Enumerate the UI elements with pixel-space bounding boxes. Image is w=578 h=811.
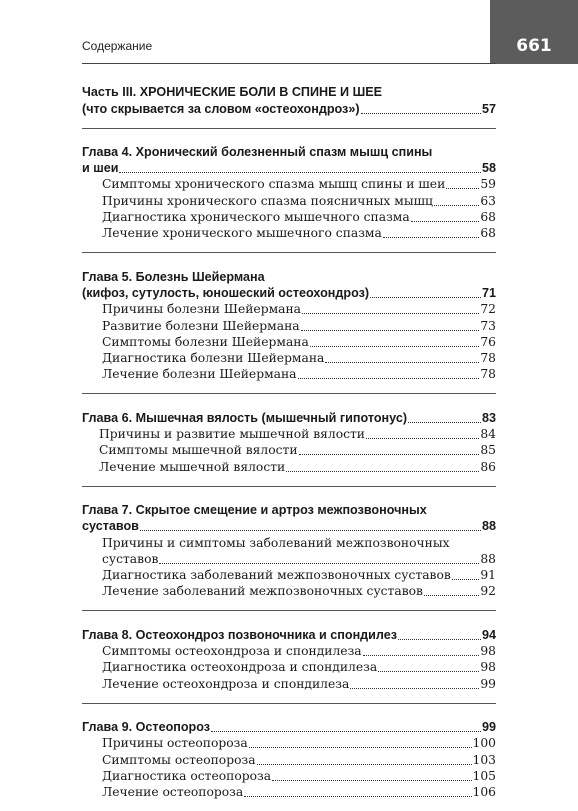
toc-entry[interactable]: Глава 6. Мышечная вялость (мышечный гипотонус) 83 (82, 410, 496, 425)
running-title: Содержание (82, 39, 153, 53)
toc-subentry[interactable]: Лечение мышечной вялости 86 (99, 459, 496, 474)
toc-entry[interactable]: Глава 4. Хронический болезненный спазм мышц спины (82, 144, 433, 159)
toc-chapter-5 (82, 253, 496, 394)
toc-subentry[interactable]: Симптомы болезни Шейермана 76 (102, 334, 496, 349)
toc-subentry[interactable]: Лечение болезни Шейермана 78 (102, 367, 496, 382)
toc-subentry[interactable]: Диагностика болезни Шейермана 78 (102, 351, 496, 366)
toc-subentry[interactable]: Симптомы мышечной вялости 85 (99, 443, 496, 458)
toc-part-3 (82, 78, 496, 129)
toc-entry[interactable]: Глава 9. Остеопороз 99 (82, 719, 496, 734)
toc-entry[interactable]: и шеи 58 (82, 161, 496, 176)
page-number: 661 (490, 0, 578, 64)
toc-entry[interactable]: суставов 88 (82, 519, 496, 534)
toc-subentry[interactable]: Причины болезни Шейермана 72 (102, 302, 496, 317)
toc-subentry[interactable]: Диагностика заболеваний межпозвоночных суставов 91 (102, 568, 496, 583)
toc-subentry[interactable]: Симптомы остеохондроза и спондилеза 98 (102, 644, 496, 659)
toc-subentry[interactable]: Симптомы хронического спазма мышц спины и шеи 59 (102, 177, 496, 192)
header-rule (82, 63, 496, 64)
page-header (0, 0, 578, 64)
toc-subentry[interactable]: Симптомы остеопороза 103 (102, 752, 496, 767)
toc-subentry[interactable]: Диагностика хронического мышечного спазма 68 (102, 210, 496, 225)
toc-chapter-7 (82, 487, 496, 612)
toc-entry[interactable]: (что скрывается за словом «остеохондроз») 57 (82, 101, 496, 116)
toc-subentry[interactable]: Диагностика остеопороза 105 (102, 768, 496, 783)
toc-subentry[interactable]: Лечение остеохондроза и спондилеза 99 (102, 676, 496, 691)
toc-chapter-4 (82, 129, 496, 254)
toc-subentry[interactable]: суставов 88 (102, 551, 496, 566)
toc-subentry[interactable]: Лечение хронического мышечного спазма 68 (102, 226, 496, 241)
table-of-contents (82, 78, 496, 811)
toc-entry[interactable]: (кифоз, сутулость, юношеский остеохондроз) 71 (82, 285, 496, 300)
toc-subentry[interactable]: Развитие болезни Шейермана 73 (102, 318, 496, 333)
toc-entry[interactable]: Глава 5. Болезнь Шейермана (82, 269, 265, 284)
toc-chapter-8 (82, 611, 496, 703)
toc-entry[interactable]: Глава 7. Скрытое смещение и артроз межпозвоночных (82, 502, 427, 517)
toc-chapter-6 (82, 394, 496, 486)
toc-chapter-9 (82, 704, 496, 811)
toc-entry[interactable]: Часть III. ХРОНИЧЕСКИЕ БОЛИ В СПИНЕ И ШЕЕ (82, 85, 383, 100)
toc-subentry[interactable]: Лечение остеопороза 106 (102, 785, 496, 800)
leader-dots (361, 113, 481, 114)
toc-subentry[interactable]: Причины хронического спазма поясничных мышц 63 (102, 193, 496, 208)
toc-subentry[interactable]: Причины остеопороза 100 (102, 736, 496, 751)
toc-subentry[interactable]: Диагностика остеохондроза и спондилеза 98 (102, 660, 496, 675)
toc-subentry[interactable]: Причины и развитие мышечной вялости 84 (99, 427, 496, 442)
toc-subentry[interactable]: Лечение заболеваний межпозвоночных суставов 92 (102, 584, 496, 599)
toc-entry[interactable]: Глава 8. Остеохондроз позвоночника и спондилез 94 (82, 627, 496, 642)
toc-subentry[interactable]: Причины и симптомы заболеваний межпозвоночных (102, 535, 450, 550)
